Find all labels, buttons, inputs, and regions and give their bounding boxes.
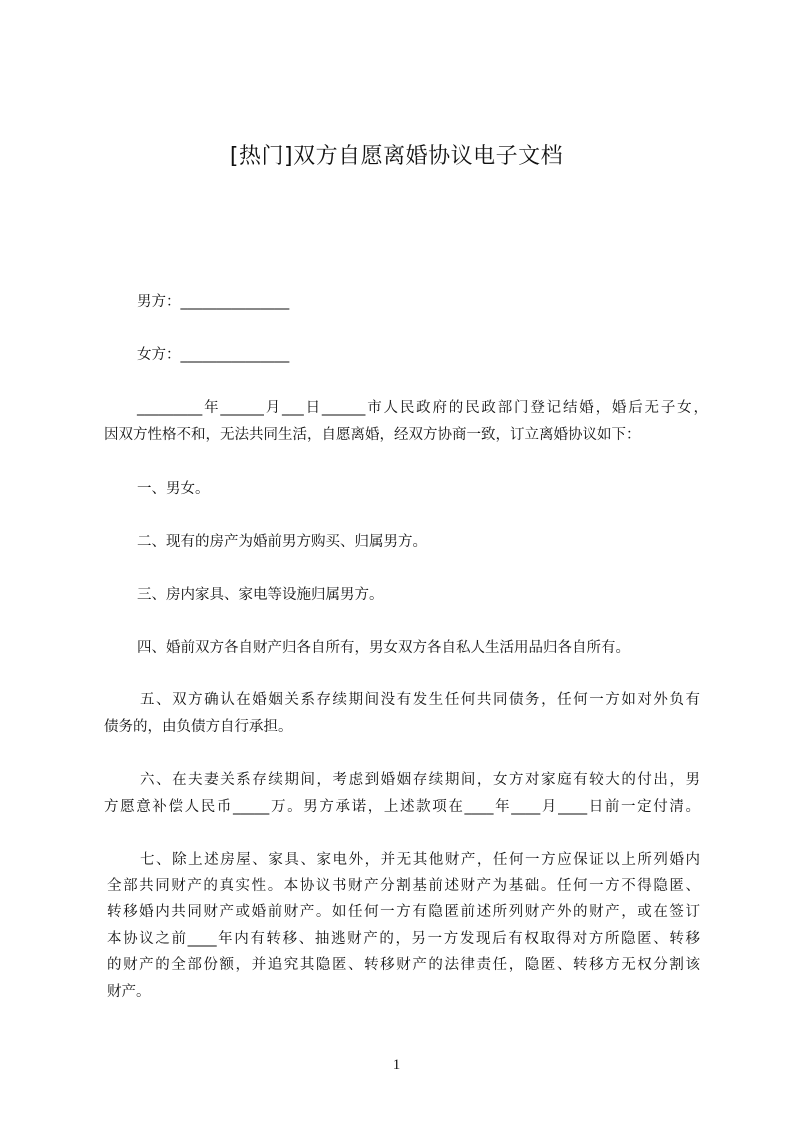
female-party-line: 女方：_______________ [137, 347, 290, 363]
clause-6-line-1: 六、在夫妻关系存续期间，考虑到婚姻存续期间，女方对家庭有较大的付出，男 [140, 772, 700, 788]
clause-4: 四、婚前双方各自财产归各自所有，男女双方各自私人生活用品归各自所有。 [137, 640, 630, 656]
clause-7-line-4: 本协议之前____年内有转移、抽逃财产的，另一方发现后有权取得对方所隐匿、转移 [107, 931, 700, 947]
clause-7-line-5: 的财产的全部份额，并追究其隐匿、转移财产的法律责任，隐匿、转移方无权分割该 [107, 957, 700, 973]
clause-5-line-2: 债务的，由负债方自行承担。 [104, 719, 293, 735]
clause-3: 三、房内家具、家电等设施归属男方。 [137, 587, 384, 603]
document-title: [热门]双方自愿离婚协议电子文档 [229, 144, 564, 169]
clause-7-line-3: 转移婚内共同财产或婚前财产。如任何一方有隐匿前述所列财产外的财产，或在签订 [107, 904, 700, 920]
intro-line-2: 因双方性格不和，无法共同生活，自愿离婚，经双方协商一致，订立离婚协议如下： [104, 427, 641, 443]
clause-5-line-1: 五、双方确认在婚姻关系存续期间没有发生任何共同债务，任何一方如对外负有 [140, 692, 700, 708]
clause-7-line-2: 全部共同财产的真实性。本协议书财产分割基前述财产为基础。任何一方不得隐匿、 [107, 878, 700, 894]
clause-2: 二、现有的房产为婚前男方购买、归属男方。 [137, 534, 427, 550]
clause-7-line-1: 七、除上述房屋、家具、家电外，并无其他财产，任何一方应保证以上所列婚内 [140, 852, 700, 868]
clause-1: 一、男女。 [137, 481, 210, 497]
intro-line-1: _________年______月___日______市人民政府的民政部门登记结婚，婚后无子女， [137, 400, 708, 416]
male-party-line: 男方：_______________ [137, 294, 290, 310]
page-number: 1 [392, 1057, 401, 1073]
clause-7-line-6: 财产。 [107, 984, 151, 1000]
clause-6-line-2: 方愿意补偿人民币_____万。男方承诺，上述款项在____年____月____日前一定付清。 [104, 799, 700, 815]
